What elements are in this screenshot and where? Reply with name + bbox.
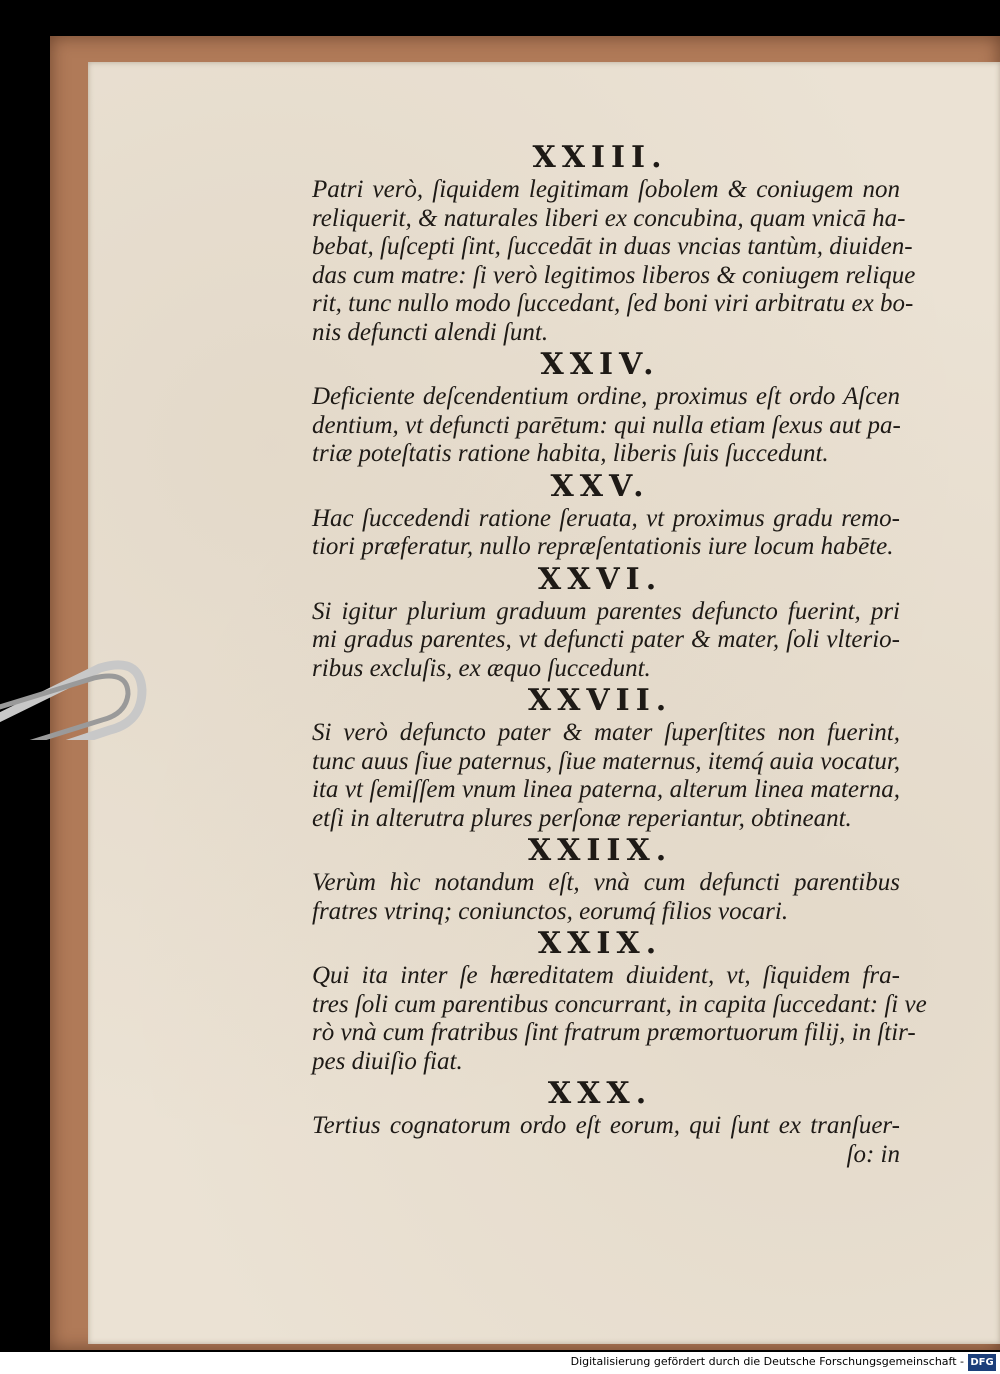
section-paragraph (312, 383, 900, 469)
section-paragraph (312, 962, 927, 1076)
paper-clip (0, 660, 155, 740)
text-line: ribus excluſis, ex æquo ſuccedunt. (312, 654, 651, 682)
text-line: pes diuiſio fiat. (312, 1047, 463, 1075)
section-xxiii (300, 140, 916, 347)
text-line: Deficiente deſcendentium ordine, proximus eſt ordo Aſcen (312, 383, 900, 410)
text-line: rò vnà cum fratribus ſint fratrum præmortuorum filij, in ſtir- (312, 1019, 916, 1046)
text-line: tres ſoli cum parentibus concurrant, in capita ſuccedant: ſi ve (312, 990, 927, 1018)
section-heading: XXX. (547, 1076, 653, 1111)
text-line: tiori præferatur, nullo repræſentationis iure locum habēte. (312, 533, 894, 560)
text-line: Patri verò, ſiquidem legitimam ſobolem & coniugem non (312, 176, 900, 203)
text-line: fratres vtrinq; coniunctos, eorumq́ filios vocari. (312, 897, 789, 925)
catchword: ſo: in (846, 1140, 900, 1168)
page-text (300, 140, 927, 1169)
text-line: reliquerit, & naturales liberi ex concubina, quam vnicā ha- (312, 204, 906, 232)
text-line: Verùm hìc notandum eſt, vnà cum defuncti parentibus (312, 869, 900, 896)
text-line: tunc auus ſiue paternus, ſiue maternus, itemq́ auia vocatur, (312, 747, 901, 775)
section-xxv (300, 469, 900, 562)
text-line: rit, tunc nullo modo ſuccedant, ſed boni viri arbitratu ex bo- (312, 290, 914, 317)
section-heading: XXIX. (537, 926, 663, 961)
text-line: Tertius cognatorum ordo eſt eorum, qui ſunt ex tranſuer- (312, 1112, 900, 1139)
section-xxvi (300, 562, 900, 684)
text-line: bebat, ſuſcepti ſint, ſuccedāt in duas vncias tantùm, diuiden- (312, 233, 913, 260)
section-xxvii (300, 683, 900, 833)
text-line: Si igitur plurium graduum parentes defuncto fuerint, pri (312, 597, 900, 625)
section-xxiix (300, 833, 900, 926)
section-xxix (300, 926, 927, 1076)
text-line: Qui ita inter ſe hæreditatem diuident, vt, ſiquidem fra- (312, 962, 900, 989)
section-paragraph (312, 598, 900, 684)
section-heading: XXIII. (532, 140, 668, 175)
section-xxiv (300, 347, 900, 469)
text-line: ita vt ſemiſſem vnum linea paterna, alterum linea materna, (312, 776, 900, 803)
text-line: dentium, vt defuncti parētum: qui nulla etiam ſexus aut pa- (312, 411, 901, 439)
text-line: Si verò defuncto pater & mater ſuperſtites non fuerint, (312, 719, 900, 746)
section-heading: XXV. (550, 468, 650, 504)
section-heading: XXVII. (527, 683, 673, 718)
section-heading: XXIV. (540, 347, 660, 382)
section-heading: XXIIX. (527, 833, 673, 868)
text-line: das cum matre: ſi verò legitimos liberos & coniugem relique (312, 261, 916, 289)
section-xxx (300, 1076, 900, 1169)
section-paragraph (312, 505, 900, 562)
text-line: mi gradus parentes, vt defuncti pater & mater, ſoli vlterio- (312, 626, 900, 653)
text-line: triæ poteſtatis ratione habita, liberis ſuis ſuccedunt. (312, 440, 829, 467)
section-paragraph (312, 176, 916, 347)
digitization-footer (0, 1352, 1000, 1374)
text-line: nis defuncti alendi ſunt. (312, 318, 549, 346)
section-paragraph (312, 869, 900, 926)
text-line: etſi in alterutra plures perſonæ reperiantur, obtineant. (312, 804, 852, 832)
section-heading: XXVI. (537, 561, 663, 597)
funding-credit: Digitalisierung gefördert durch die Deutsche Forschungsgemeinschaft - (570, 1355, 964, 1368)
text-line: Hac ſuccedendi ratione ſeruata, vt proximus gradu remo- (312, 504, 900, 532)
dfg-logo: DFG (968, 1354, 996, 1371)
section-paragraph (312, 719, 900, 833)
section-paragraph (312, 1112, 900, 1169)
